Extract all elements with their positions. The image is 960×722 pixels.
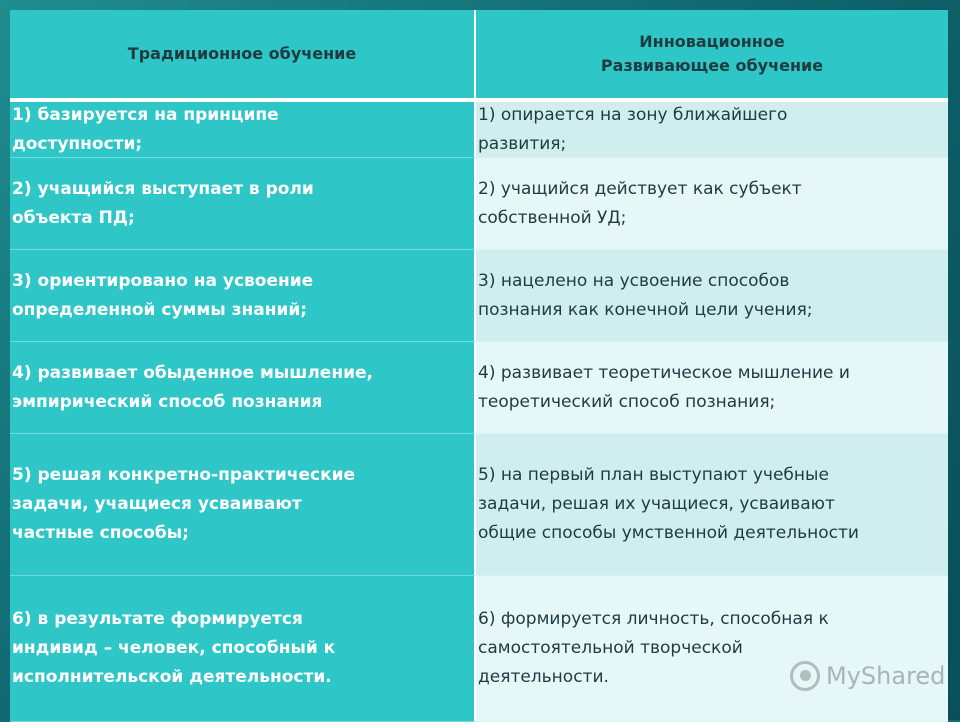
traditional-text-3b: определенной суммы знаний; (12, 299, 308, 320)
innovative-text-1a: 1) опирается на зону ближайшего (478, 104, 788, 125)
traditional-text-4a: 4) развивает обыденное мышление, (12, 362, 373, 383)
innovative-text-5a: 5) на первый план выступают учебные (478, 465, 829, 485)
traditional-text-2a: 2) учащийся выступает в роли (12, 178, 314, 199)
traditional-cell-2 (10, 158, 476, 250)
traditional-text-6c: исполнительской деятельности. (12, 667, 332, 687)
traditional-text-4b: эмпирический способ познания (12, 391, 323, 412)
myshared-logo-icon (790, 661, 820, 691)
innovative-text-6b: самостоятельной творческой (478, 638, 743, 658)
header-traditional-label: Традиционное обучение (127, 44, 357, 63)
traditional-text-6b: индивид – человек, способный к (12, 638, 336, 658)
traditional-text-5c: частные способы; (12, 523, 189, 543)
innovative-text-3a: 3) нацелено на усвоение способов (478, 270, 790, 291)
innovative-cell-4 (476, 342, 948, 434)
innovative-text-5c: общие способы умственной деятельности (478, 523, 859, 543)
traditional-cell-6 (10, 576, 476, 722)
traditional-text-6a: 6) в результате формируется (12, 609, 303, 629)
traditional-text-1a: 1) базируется на принципе (12, 104, 279, 125)
comparison-table (10, 10, 948, 720)
traditional-text-2b: объекта ПД; (12, 207, 135, 228)
innovative-cell-1 (476, 102, 948, 158)
header-innovative-line1: Инновационное (639, 32, 785, 51)
watermark-text: MyShared (826, 662, 946, 690)
innovative-text-1b: развития; (478, 133, 567, 154)
innovative-cell-5 (476, 434, 948, 576)
header-innovative-line2: Развивающее обучение (600, 56, 824, 75)
innovative-text-4b: теоретический способ познания; (478, 391, 776, 412)
innovative-text-2b: собственной УД; (478, 207, 627, 228)
traditional-cell-1 (10, 102, 476, 158)
innovative-text-2a: 2) учащийся действует как субъект (478, 178, 802, 199)
traditional-text-5a: 5) решая конкретно-практические (12, 465, 356, 485)
innovative-text-4a: 4) развивает теоретическое мышление и (478, 362, 850, 383)
innovative-text-6a: 6) формируется личность, способная к (478, 609, 829, 629)
innovative-cell-6 (476, 576, 948, 722)
innovative-text-3b: познания как конечной цели учения; (478, 299, 813, 320)
header-innovative (476, 10, 948, 102)
traditional-text-3a: 3) ориентировано на усвоение (12, 270, 314, 291)
header-traditional (10, 10, 476, 102)
traditional-cell-3 (10, 250, 476, 342)
innovative-text-5b: задачи, решая их учащиеся, усваивают (478, 494, 835, 514)
innovative-cell-2 (476, 158, 948, 250)
traditional-text-1b: доступности; (12, 133, 143, 154)
watermark (790, 656, 945, 696)
traditional-cell-4 (10, 342, 476, 434)
traditional-text-5b: задачи, учащиеся усваивают (12, 494, 302, 514)
innovative-text-6c: деятельности. (478, 667, 609, 687)
innovative-cell-3 (476, 250, 948, 342)
traditional-cell-5 (10, 434, 476, 576)
